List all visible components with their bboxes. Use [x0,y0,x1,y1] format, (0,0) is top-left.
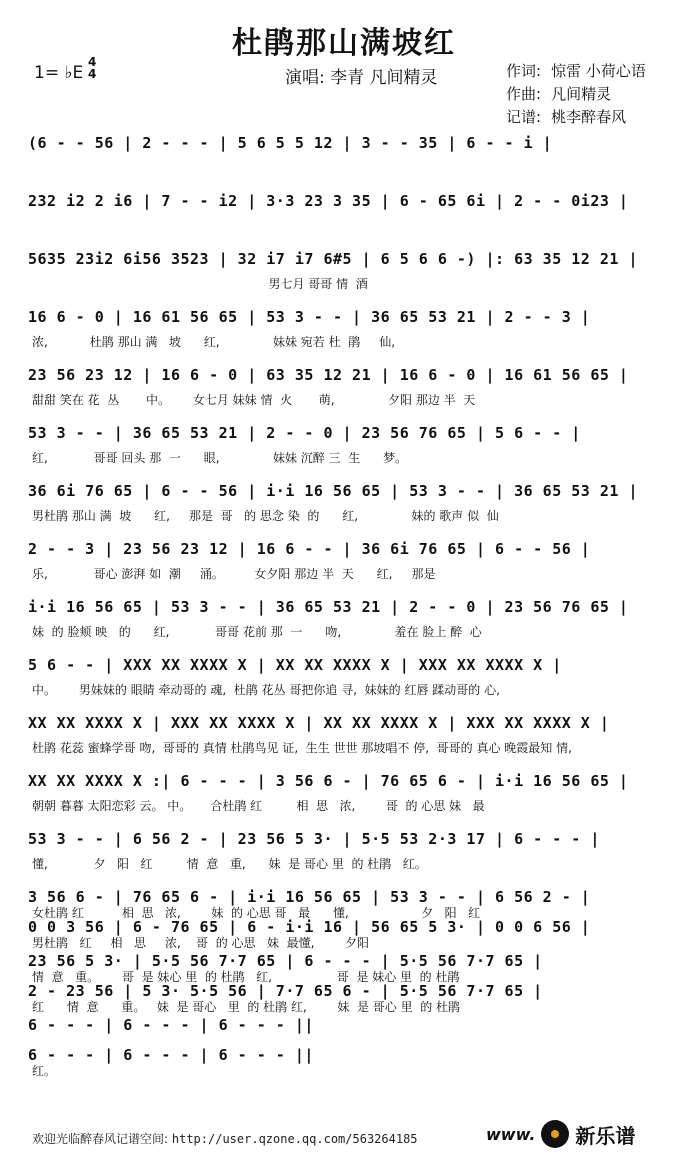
score-system [28,534,668,592]
notation-line: 36 6i 76 65 | 6 - - 56 | i·i 16 56 65 | 53 3 - - | 36 65 53 21 | [28,482,638,500]
score-system [28,186,668,244]
lyrics-line: 妹 的 脸颊 映 的 红, 哥哥 花前 那 一 吻, 羞在 脸上 醉 心 [32,625,482,639]
song-title: 杜鹃那山满坡红 [232,26,456,61]
notation-line-lower: 6 - - - | 6 - - - | 6 - - - || [28,1046,314,1064]
lyrics-line-lower: 红。 [32,1064,57,1078]
brand-www: www. [486,1124,536,1144]
time-signature-bottom: 4 [88,67,97,81]
time-signature [88,56,96,80]
lyrics-line-lower: 红 情 意 重。 妹 是 哥心 里 的 杜鹃 红, 妹 是 哥心 里 的 杜鹃 [32,1000,461,1014]
composer-name: 凡间精灵 [551,85,612,103]
score-system [28,766,668,824]
transcriber-credit [506,106,646,129]
lyrics-line: 甜甜 笑在 花 丛 中。 女七月 妹妹 情 火 萌, 夕阳 那边 半 天 [32,393,476,407]
score-system [28,824,668,882]
credits-block [506,60,646,129]
lyricist-names: 惊雷 小荷心语 [551,62,646,80]
lyrics-line: 情 意 重。 哥 是 妹心 里 的 杜鹃 红, 哥 是 妹心 里 的 杜鹃 [32,970,460,984]
key-signature: 1= ♭E [34,63,84,83]
score [28,128,668,1078]
lyrics-line: 浓, 杜鹃 那山 满 坡 红, 妹妹 宛若 杜 鹃 仙, [32,335,396,349]
notation-line: 53 3 - - | 6 56 2 - | 23 56 5 3· | 5·5 53 2·3 17 | 6 - - - | [28,830,600,848]
lyrics-line: 男杜鹃 那山 满 坡 红, 那是 哥 的 思念 染 的 红, 妹的 歌声 似 仙 [32,509,499,523]
notation-line: 23 56 5 3· | 5·5 56 7·7 65 | 6 - - - | 5·5 56 7·7 65 | [28,952,543,970]
time-signature-top: 4 [88,55,97,69]
footer-url[interactable]: http://user.qzone.qq.com/563264185 [171,1132,418,1146]
singer-credit [285,63,438,88]
score-system [28,302,668,360]
lyricist-credit [506,60,646,83]
notation-line: 16 6 - 0 | 16 61 56 65 | 53 3 - - | 36 65 53 21 | 2 - - 3 | [28,308,591,326]
composer-credit [506,83,646,106]
brand-name: 新乐谱 [575,1123,636,1148]
notation-line: 53 3 - - | 36 65 53 21 | 2 - - 0 | 23 56 76 65 | 5 6 - - | [28,424,581,442]
footer [32,1130,418,1147]
music-disc-icon [541,1120,569,1148]
lyrics-line-lower: 男杜鹃 红 相 思 浓, 哥 的 心思 妹 最懂, 夕阳 [32,936,369,950]
lyrics-line: 懂, 夕 阳 红 情 意 重, 妹 是 哥心 里 的 杜鹃 红。 [32,857,427,871]
score-system [28,360,668,418]
score-system [28,244,668,302]
score-system [28,1010,668,1078]
notation-line: i·i 16 56 65 | 53 3 - - | 36 65 53 21 | 2 - - 0 | 23 56 76 65 | [28,598,629,616]
score-system [28,476,668,534]
footer-text: 欢迎光临醉春风记谱空间: [32,1132,169,1146]
notation-line: 6 - - - | 6 - - - | 6 - - - || [28,1016,314,1034]
score-system [28,592,668,650]
lyrics-line: 男七月 哥哥 情 酒 [32,277,368,291]
lyrics-line: 朝朝 暮暮 太阳恋彩 云。 中。 合杜鹃 红 相 思 浓, 哥 的 心思 妹 最 [32,799,485,813]
lyrics-line: 杜鹃 花蕊 蜜蜂学哥 吻, 哥哥的 真情 杜鹃鸟见 证, 生生 世世 那坡唱不 停, 哥哥的 真心 晚霞最知 情, [32,741,572,755]
score-system [28,128,668,186]
lyrics-line: 中。 男妹妹的 眼睛 牵动哥的 魂, 杜鹃 花丛 哥把你追 寻, 妹妹的 红唇 蹂动哥的 心, [32,683,500,697]
lyrics-line: 乐, 哥心 澎湃 如 潮 涌。 女夕阳 那边 半 天 红, 那是 [32,567,436,581]
score-system [28,946,668,1014]
notation-line: XX XX XXXX X :| 6 - - - | 3 56 6 - | 76 65 6 - | i·i 16 56 65 | [28,772,629,790]
transcriber-name: 桃李醉春风 [551,108,627,126]
lyricist-label: 作词: [506,62,542,80]
lyrics-line: 红, 哥哥 回头 那 一 眼, 妹妹 沉醉 三 生 梦。 [32,451,408,465]
lyrics-line: 女杜鹃 红 相 思 浓, 妹 的 心思 哥 最 懂, 夕 阳 红 [32,906,481,920]
score-system [28,708,668,766]
score-system [28,418,668,476]
notation-line-lower: 0 0 3 56 | 6 - 76 65 | 6 - i·i 16 | 56 65 5 3· | 0 0 6 56 | [28,918,591,936]
notation-line: 2 - - 3 | 23 56 23 12 | 16 6 - - | 36 6i 76 65 | 6 - - 56 | [28,540,591,558]
notation-line: 3 56 6 - | 76 65 6 - | i·i 16 56 65 | 53 3 - - | 6 56 2 - | [28,888,591,906]
brand-logo [486,1118,635,1150]
score-system [28,650,668,708]
composer-label: 作曲: [506,85,542,103]
notation-line: 5635 23i2 6i56 3523 | 32 i7 i7 6#5 | 6 5 6 6 -) |: 63 35 12 21 | [28,250,638,268]
notation-line: 232 i2 2 i6 | 7 - - i2 | 3·3 23 3 35 | 6 - 65 6i | 2 - - 0i23 | [28,192,629,210]
notation-line: 5 6 - - | XXX XX XXXX X | XX XX XXXX X | XXX XX XXXX X | [28,656,562,674]
notation-line-lower: 2 - 23 56 | 5 3· 5·5 56 | 7·7 65 6 - | 5·5 56 7·7 65 | [28,982,543,1000]
notation-line: (6 - - 56 | 2 - - - | 5 6 5 5 12 | 3 - - 35 | 6 - - i | [28,134,553,152]
singer-names: 李青 凡间精灵 [330,68,438,88]
notation-line: 23 56 23 12 | 16 6 - 0 | 63 35 12 21 | 16 6 - 0 | 16 61 56 65 | [28,366,629,384]
transcriber-label: 记谱: [506,108,542,126]
singer-label: 演唱: [285,68,325,88]
score-system [28,882,668,950]
notation-line: XX XX XXXX X | XXX XX XXXX X | XX XX XXXX X | XXX XX XXXX X | [28,714,610,732]
